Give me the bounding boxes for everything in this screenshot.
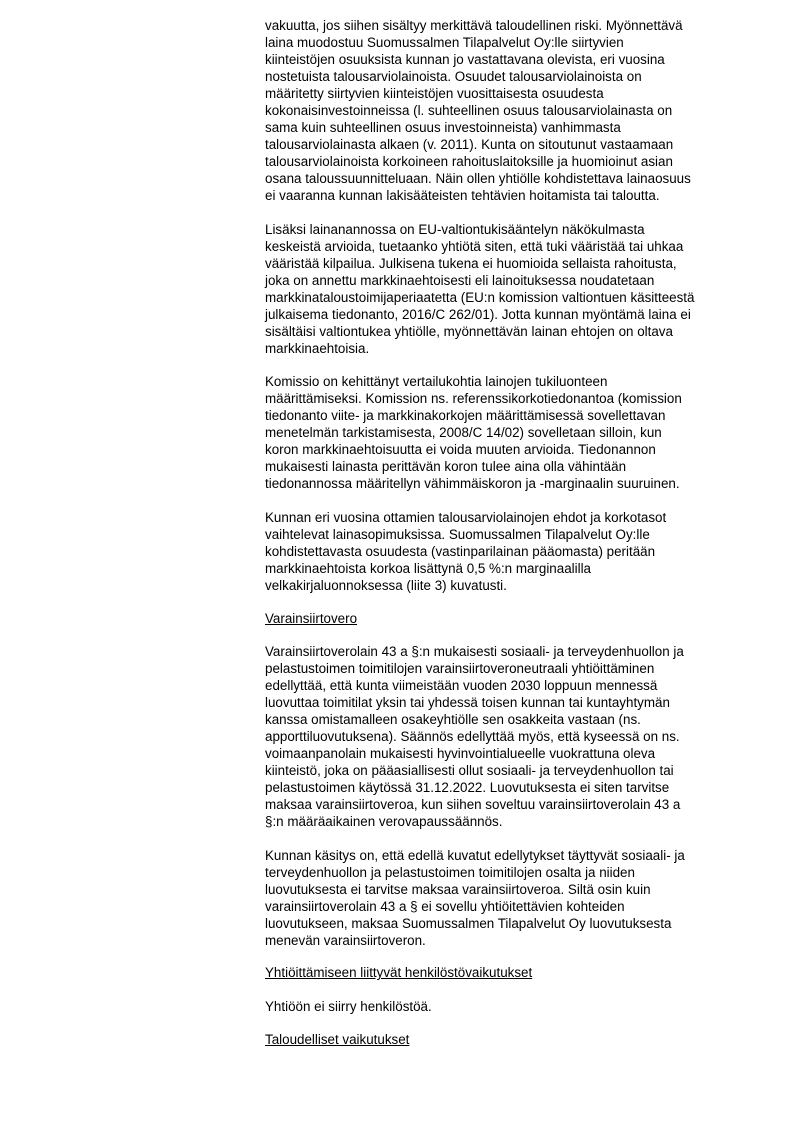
- paragraph-commission-reference: [265, 373, 745, 492]
- text-line: terveydenhuollon ja pelastustoimen toimitilojen osalta ja niiden: [265, 865, 635, 880]
- paragraph-interest-terms: [265, 509, 745, 594]
- text-line: ei vaaranna kunnan lakisääteisten tehtävien hoitamista tai taloutta.: [265, 188, 660, 203]
- text-line: luovuttaa toimitilat yksin tai yhdessä toisen kunnan tai kuntayhtymän: [265, 695, 670, 710]
- text-line: voimaanpanolain mukaisesti hyvinvointialueelle vuokrattuna oleva: [265, 746, 656, 761]
- text-line: Lisäksi lainanannossa on EU-valtiontukisääntelyn näkökulmasta: [265, 222, 645, 237]
- text-line: luovutuksesta ei tarvitse maksaa varainsiirtoveroa. Siltä osin kuin: [265, 882, 651, 897]
- text-line: velkakirjaluonnoksessa (liite 3) kuvatusti.: [265, 578, 507, 593]
- heading-transfer-tax: Varainsiirtovero: [265, 611, 358, 626]
- text-line: mukaisesti lainasta perittävän koron tulee aina olla vähintään: [265, 459, 627, 474]
- text-line: koron markkinaehtoisuutta ei voida muuten arvioida. Tiedonannon: [265, 442, 656, 457]
- text-line: tiedonanto viite- ja markkinakorkojen määrittämisessä sovellettavan: [265, 408, 666, 423]
- text-line: kokonaisinvestoinneissa (l. suhteellinen osuus talousarviolainasta on: [265, 103, 673, 118]
- text-line: apporttiluovutuksena). Säännös edellyttää myös, että kyseessä on ns.: [265, 729, 680, 744]
- text-line: tiedonannossa määritellyn vähimmäiskoron ja -marginaalin suuruinen.: [265, 476, 680, 491]
- text-line: sisältäisi valtiontukea yhtiölle, myönnettävän lainan ehtojen on oltava: [265, 324, 673, 339]
- text-line: sama kuin suhteellinen osuus investoinneista) vanhimmasta: [265, 120, 621, 135]
- text-line: kohdistettavasta osuudesta (vastinparilainan pääomasta) peritään: [265, 544, 656, 559]
- text-line: kiinteistö, joka on pääasiallisesti ollut sosiaali- ja terveydenhuollon tai: [265, 763, 674, 778]
- text-line: edellyttää, että kunta viimeistään vuoden 2030 loppuun mennessä: [265, 678, 658, 693]
- text-line: osana taloussuunnitteluaan. Näin ollen yhtiölle kohdistettava lainaosuus: [265, 171, 691, 186]
- text-line: pelastustoimen toimitilojen varainsiirtoveroneutraali yhtiöittäminen: [265, 661, 655, 676]
- text-line: menevän varainsiirtoveron.: [265, 933, 426, 948]
- text-line: Yhtiöön ei siirry henkilöstöä.: [265, 999, 432, 1014]
- text-line: varainsiirtoverolain 43 a § ei sovellu yhtiöitettävien kohteiden: [265, 899, 625, 914]
- paragraph-personnel: [265, 998, 745, 1015]
- text-line: §:n määräaikainen verovapaussäännös.: [265, 814, 503, 829]
- text-line: kanssa omistamalleen osakeyhtiölle sen osakkeita vastaan (ns.: [265, 712, 641, 727]
- text-line: kiinteistöjen osuuksista kunnan jo vastattavana olevista, eri vuosina: [265, 52, 665, 67]
- text-line: luovutukseen, maksaa Suomussalmen Tilapalvelut Oy luovutuksesta: [265, 916, 672, 931]
- text-line: julkaisema tiedonanto, 2016/C 262/01). Jotta kunnan myöntämä laina ei: [265, 307, 691, 322]
- text-line: nostetuista talousarviolainoista. Osuudet talousarviolainoista on: [265, 69, 642, 84]
- text-line: määritetty siirtyvien kiinteistöjen vuosittaisesta osuudesta: [265, 86, 604, 101]
- text-line: menetelmän tarkistamisesta, 2008/C 14/02) sovelletaan silloin, kun: [265, 425, 662, 440]
- text-line: vääristää kilpailua. Julkisena tukena ei huomioida sellaista rahoitusta,: [265, 256, 677, 271]
- text-line: keskeistä arvioida, tuetaanko yhtiötä siten, että tuki vääristää tai uhkaa: [265, 239, 684, 254]
- paragraph-transfer-tax-law: [265, 643, 745, 830]
- text-line: vaihtelevat lainasopimuksissa. Suomussalmen Tilapalvelut Oy:lle: [265, 527, 650, 542]
- paragraph-municipality-view: [265, 847, 745, 949]
- text-line: Kunnan käsitys on, että edellä kuvatut edellytykset täyttyvät sosiaali- ja: [265, 848, 685, 863]
- text-line: laina muodostuu Suomussalmen Tilapalvelut Oy:lle siirtyvien: [265, 35, 624, 50]
- heading-financial-effects: Taloudelliset vaikutukset: [265, 1032, 410, 1047]
- text-line: maksaa varainsiirtoveroa, kun siihen soveltuu varainsiirtoverolain 43 a: [265, 797, 681, 812]
- text-line: Varainsiirtoverolain 43 a §:n mukaisesti sosiaali- ja terveydenhuollon ja: [265, 644, 684, 659]
- text-line: pelastustoimen käytössä 31.12.2022. Luovutuksesta ei siten tarvitse: [265, 780, 670, 795]
- heading-personnel-effects: Yhtiöittämiseen liittyvät henkilöstövaikutukset: [265, 965, 533, 980]
- text-line: markkinataloustoimijaperiaatetta (EU:n komission valtiontuen käsitteestä: [265, 290, 695, 305]
- text-line: markkinaehtoisia.: [265, 341, 370, 356]
- paragraph-state-aid: [265, 221, 745, 357]
- text-line: talousarviolainasta alkaen (v. 2011). Kunta on sitoutunut vastaamaan: [265, 137, 674, 152]
- text-line: talousarviolainoista korkoineen rahoituslaitoksille ja huomioinut asian: [265, 154, 673, 169]
- text-line: Komissio on kehittänyt vertailukohtia lainojen tukiluonteen: [265, 374, 608, 389]
- text-line: markkinaehtoista korkoa lisättynä 0,5 %:n marginaalilla: [265, 561, 591, 576]
- text-line: Kunnan eri vuosina ottamien talousarviolainojen ehdot ja korkotasot: [265, 510, 667, 525]
- paragraph-loan-composition: [265, 17, 745, 204]
- text-line: joka on annettu markkinaehtoisesti eli lainoituksessa noudatetaan: [265, 273, 655, 288]
- text-line: määrittämiseksi. Komission ns. referenssikorkotiedonantoa (komission: [265, 391, 682, 406]
- text-line: vakuutta, jos siihen sisältyy merkittävä taloudellinen riski. Myönnettävä: [265, 18, 683, 33]
